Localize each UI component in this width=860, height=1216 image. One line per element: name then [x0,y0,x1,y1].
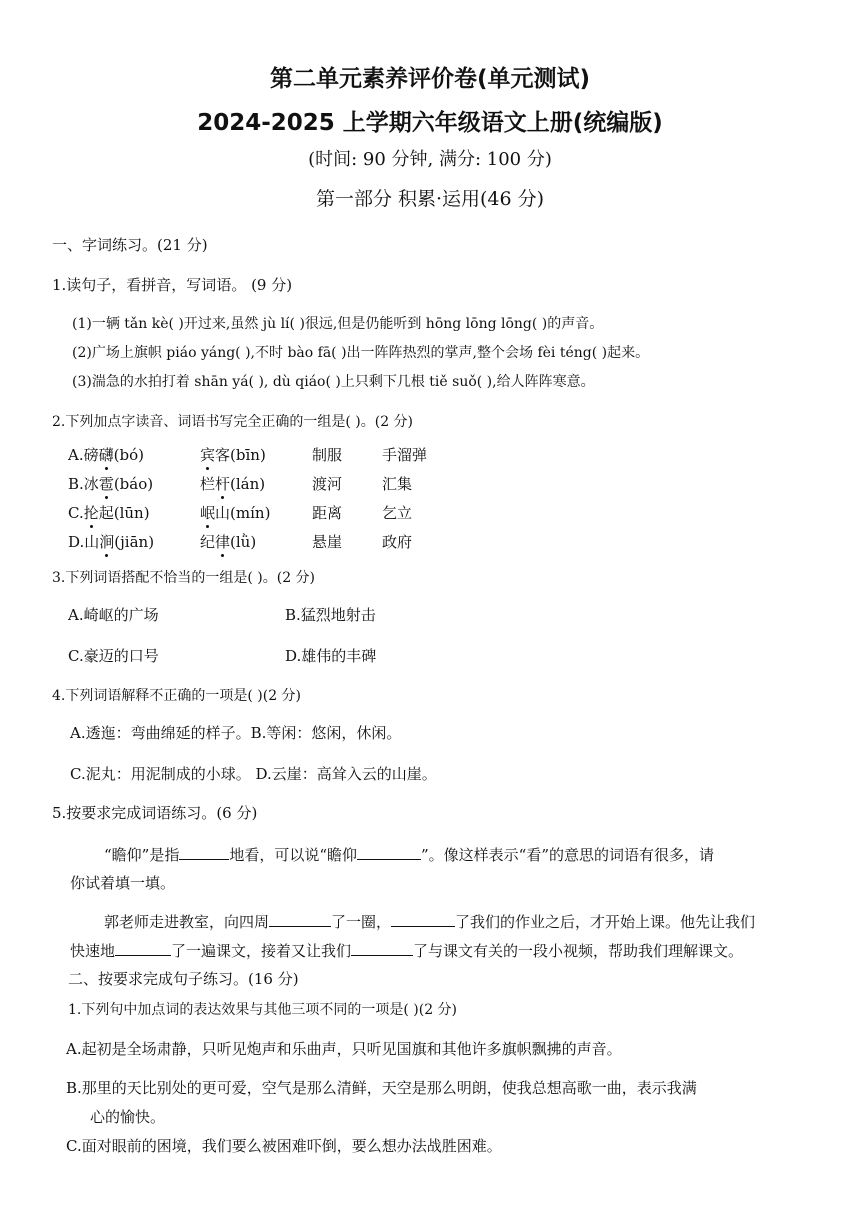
list-item: 悬崖 [312,533,343,551]
answer-blank[interactable] [357,845,421,860]
q3-option-d: D.雄伟的丰碑 [285,647,377,665]
list-item: 政府 [382,533,413,551]
q1-line-1: (1)一辆 tǎn kè( )开过来,虽然 jù lí( )很远,但是仍能听到 hōng lōng lōng( )的声音。 [72,316,604,332]
part-heading: 第一部分 积累·运用(46 分) [315,188,545,210]
q2-prompt: 2.下列加点字读音、词语书写完全正确的一组是( )。(2 分) [52,414,414,430]
exam-subtitle: 2024-2025 上学期六年级语文上册(统编版) [197,110,663,136]
q3-prompt: 3.下列词语搭配不恰当的一组是( )。(2 分) [52,570,316,586]
q5-paragraph-2-cont: 快速地 了一遍课文，接着又让我们 了与课文有关的一段小视频，帮助我们理解课文。 [70,942,744,960]
list-item: 汇集 [382,475,413,493]
q1-line-2: (2)广场上旗帜 piáo yáng( ),不时 bào fā( )出一阵阵热烈的掌声,整个会场 fèi téng( )起来。 [72,345,650,361]
answer-blank[interactable] [391,912,455,927]
q3-option-a: A.崎岖的广场 [68,606,159,624]
list-item: 手溜弹 [382,446,428,464]
list-item: 渡河 [312,475,343,493]
exam-title: 第二单元素养评价卷(单元测试) [269,66,591,92]
section2-heading: 二、按要求完成句子练习。(16 分) [68,970,299,988]
q1-line-3: (3)湍急的水拍打着 shān yá( ), dù qiáo( )上只剩下几根 tiě suǒ( ),给人阵阵寒意。 [72,374,595,390]
s2-q1-option-c: C.面对眼前的困境，我们要么被困难吓倒，要么想办法战胜困难。 [66,1137,502,1155]
list-item: 栏杆(lán) [200,475,266,493]
s2-q1-option-a: A.起初是全场肃静，只听见炮声和乐曲声，只听见国旗和其他许多旗帜飘拂的声音。 [66,1040,622,1058]
section1-heading: 一、字词练习。(21 分) [52,236,208,254]
list-item: D.山涧(jiān) [68,533,155,551]
answer-blank[interactable] [115,941,171,956]
q5-paragraph-1: “瞻仰”是指 地看，可以说“瞻仰 ”。像这样表示“看”的意思的词语有很多，请 [104,846,715,864]
q5-prompt: 5.按要求完成词语练习。(6 分) [52,804,258,822]
answer-blank[interactable] [351,941,413,956]
answer-blank[interactable] [179,845,229,860]
list-item: C.抡起(lūn) [68,504,150,522]
s2-q1-prompt: 1.下列句中加点词的表达效果与其他三项不同的一项是( )(2 分) [68,1002,458,1018]
list-item: 制服 [312,446,343,464]
list-item: 距离 [312,504,343,522]
q4-prompt: 4.下列词语解释不正确的一项是( )(2 分) [52,688,302,704]
q4-line-2: C.泥丸：用泥制成的小球。 D.云崖：高耸入云的山崖。 [70,765,437,783]
q3-option-b: B.猛烈地射击 [285,606,376,624]
list-item: 岷山(mín) [200,504,271,522]
q5-paragraph-2: 郭老师走进教室，向四周 了一圈， 了我们的作业之后，才开始上课。他先让我们 [104,913,756,931]
list-item: B.冰雹(báo) [68,475,154,493]
time-info: (时间: 90 分钟, 满分: 100 分) [308,149,552,170]
q3-option-c: C.豪迈的口号 [68,647,159,665]
s2-q1-option-b: B.那里的天比别处的更可爱，空气是那么清鲜，天空是那么明朗，使我总想高歌一曲，表示我满 [66,1079,697,1097]
list-item: 宾客(bīn) [200,446,266,464]
q5-paragraph-1-cont: 你试着填一填。 [70,874,176,892]
answer-blank[interactable] [269,912,331,927]
list-item: 乞立 [382,504,413,522]
q4-line-1: A.透迤：弯曲绵延的样子。B.等闲：悠闲，休闲。 [70,724,402,742]
s2-q1-option-b-cont: 心的愉快。 [90,1108,166,1126]
list-item: 纪律(lǜ) [200,533,257,551]
list-item: A.磅礴(bó) [68,446,144,464]
q1-prompt: 1.读句子，看拼音，写词语。 (9 分) [52,276,293,294]
